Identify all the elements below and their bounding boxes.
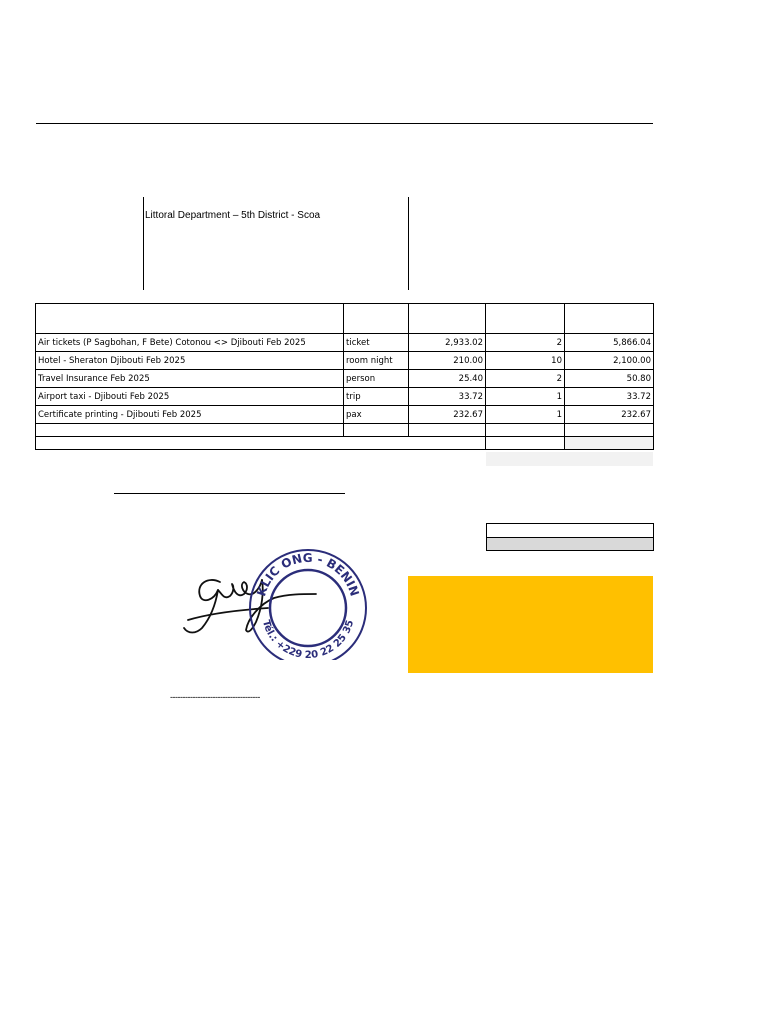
shaded-total-band — [486, 452, 653, 466]
table-row — [36, 352, 654, 370]
item-unit: room night — [344, 352, 409, 370]
stamp-top-text: KLIC ONG - BENIN — [254, 550, 362, 598]
item-unit-price: 2,933.02 — [409, 334, 486, 352]
header-quantity — [486, 304, 565, 334]
header-unit-price — [409, 304, 486, 334]
item-description: Travel Insurance Feb 2025 — [36, 370, 344, 388]
signature-line — [114, 493, 345, 494]
highlight-box — [408, 576, 653, 673]
table-row — [36, 406, 654, 424]
item-unit: ticket — [344, 334, 409, 352]
subtotal-value-cell — [565, 437, 654, 450]
header-description — [36, 304, 344, 334]
table-row — [36, 334, 654, 352]
item-quantity: 2 — [486, 334, 565, 352]
subtotal-row — [36, 437, 654, 450]
item-unit-price: 33.72 — [409, 388, 486, 406]
header-total — [565, 304, 654, 334]
item-quantity: 10 — [486, 352, 565, 370]
item-unit-price: 25.40 — [409, 370, 486, 388]
stamp-bottom-text: Tél.: +229 20 22 25 35 — [259, 618, 357, 660]
table-row — [36, 388, 654, 406]
signature-and-stamp-image — [178, 548, 378, 660]
item-description: Certificate printing - Djibouti Feb 2025 — [36, 406, 344, 424]
item-unit: trip — [344, 388, 409, 406]
item-unit-price: 232.67 — [409, 406, 486, 424]
table-row — [36, 370, 654, 388]
signature-dashes: ------------------------------------ — [170, 692, 260, 702]
table-header-row — [36, 304, 654, 334]
item-unit-price: 210.00 — [409, 352, 486, 370]
invoice-items-table — [35, 303, 654, 450]
item-total: 232.67 — [565, 406, 654, 424]
item-description: Air tickets (P Sagbohan, F Bete) Cotonou <> Djibouti Feb 2025 — [36, 334, 344, 352]
item-quantity: 1 — [486, 388, 565, 406]
grand-total-box — [486, 537, 654, 551]
blank-row — [36, 424, 654, 437]
item-total: 5,866.04 — [565, 334, 654, 352]
item-total: 33.72 — [565, 388, 654, 406]
item-unit: person — [344, 370, 409, 388]
address-left-border — [143, 197, 144, 290]
total-box — [486, 523, 654, 538]
item-unit: pax — [344, 406, 409, 424]
item-total: 2,100.00 — [565, 352, 654, 370]
organization-stamp — [250, 550, 366, 660]
address-right-border — [408, 197, 409, 290]
item-total: 50.80 — [565, 370, 654, 388]
item-quantity: 1 — [486, 406, 565, 424]
client-address: Littoral Department – 5th District - Scoa — [145, 210, 321, 221]
top-rule — [36, 123, 653, 124]
item-quantity: 2 — [486, 370, 565, 388]
subtotal-label-cell — [486, 437, 565, 450]
item-description: Airport taxi - Djibouti Feb 2025 — [36, 388, 344, 406]
header-unit — [344, 304, 409, 334]
item-description: Hotel - Sheraton Djibouti Feb 2025 — [36, 352, 344, 370]
